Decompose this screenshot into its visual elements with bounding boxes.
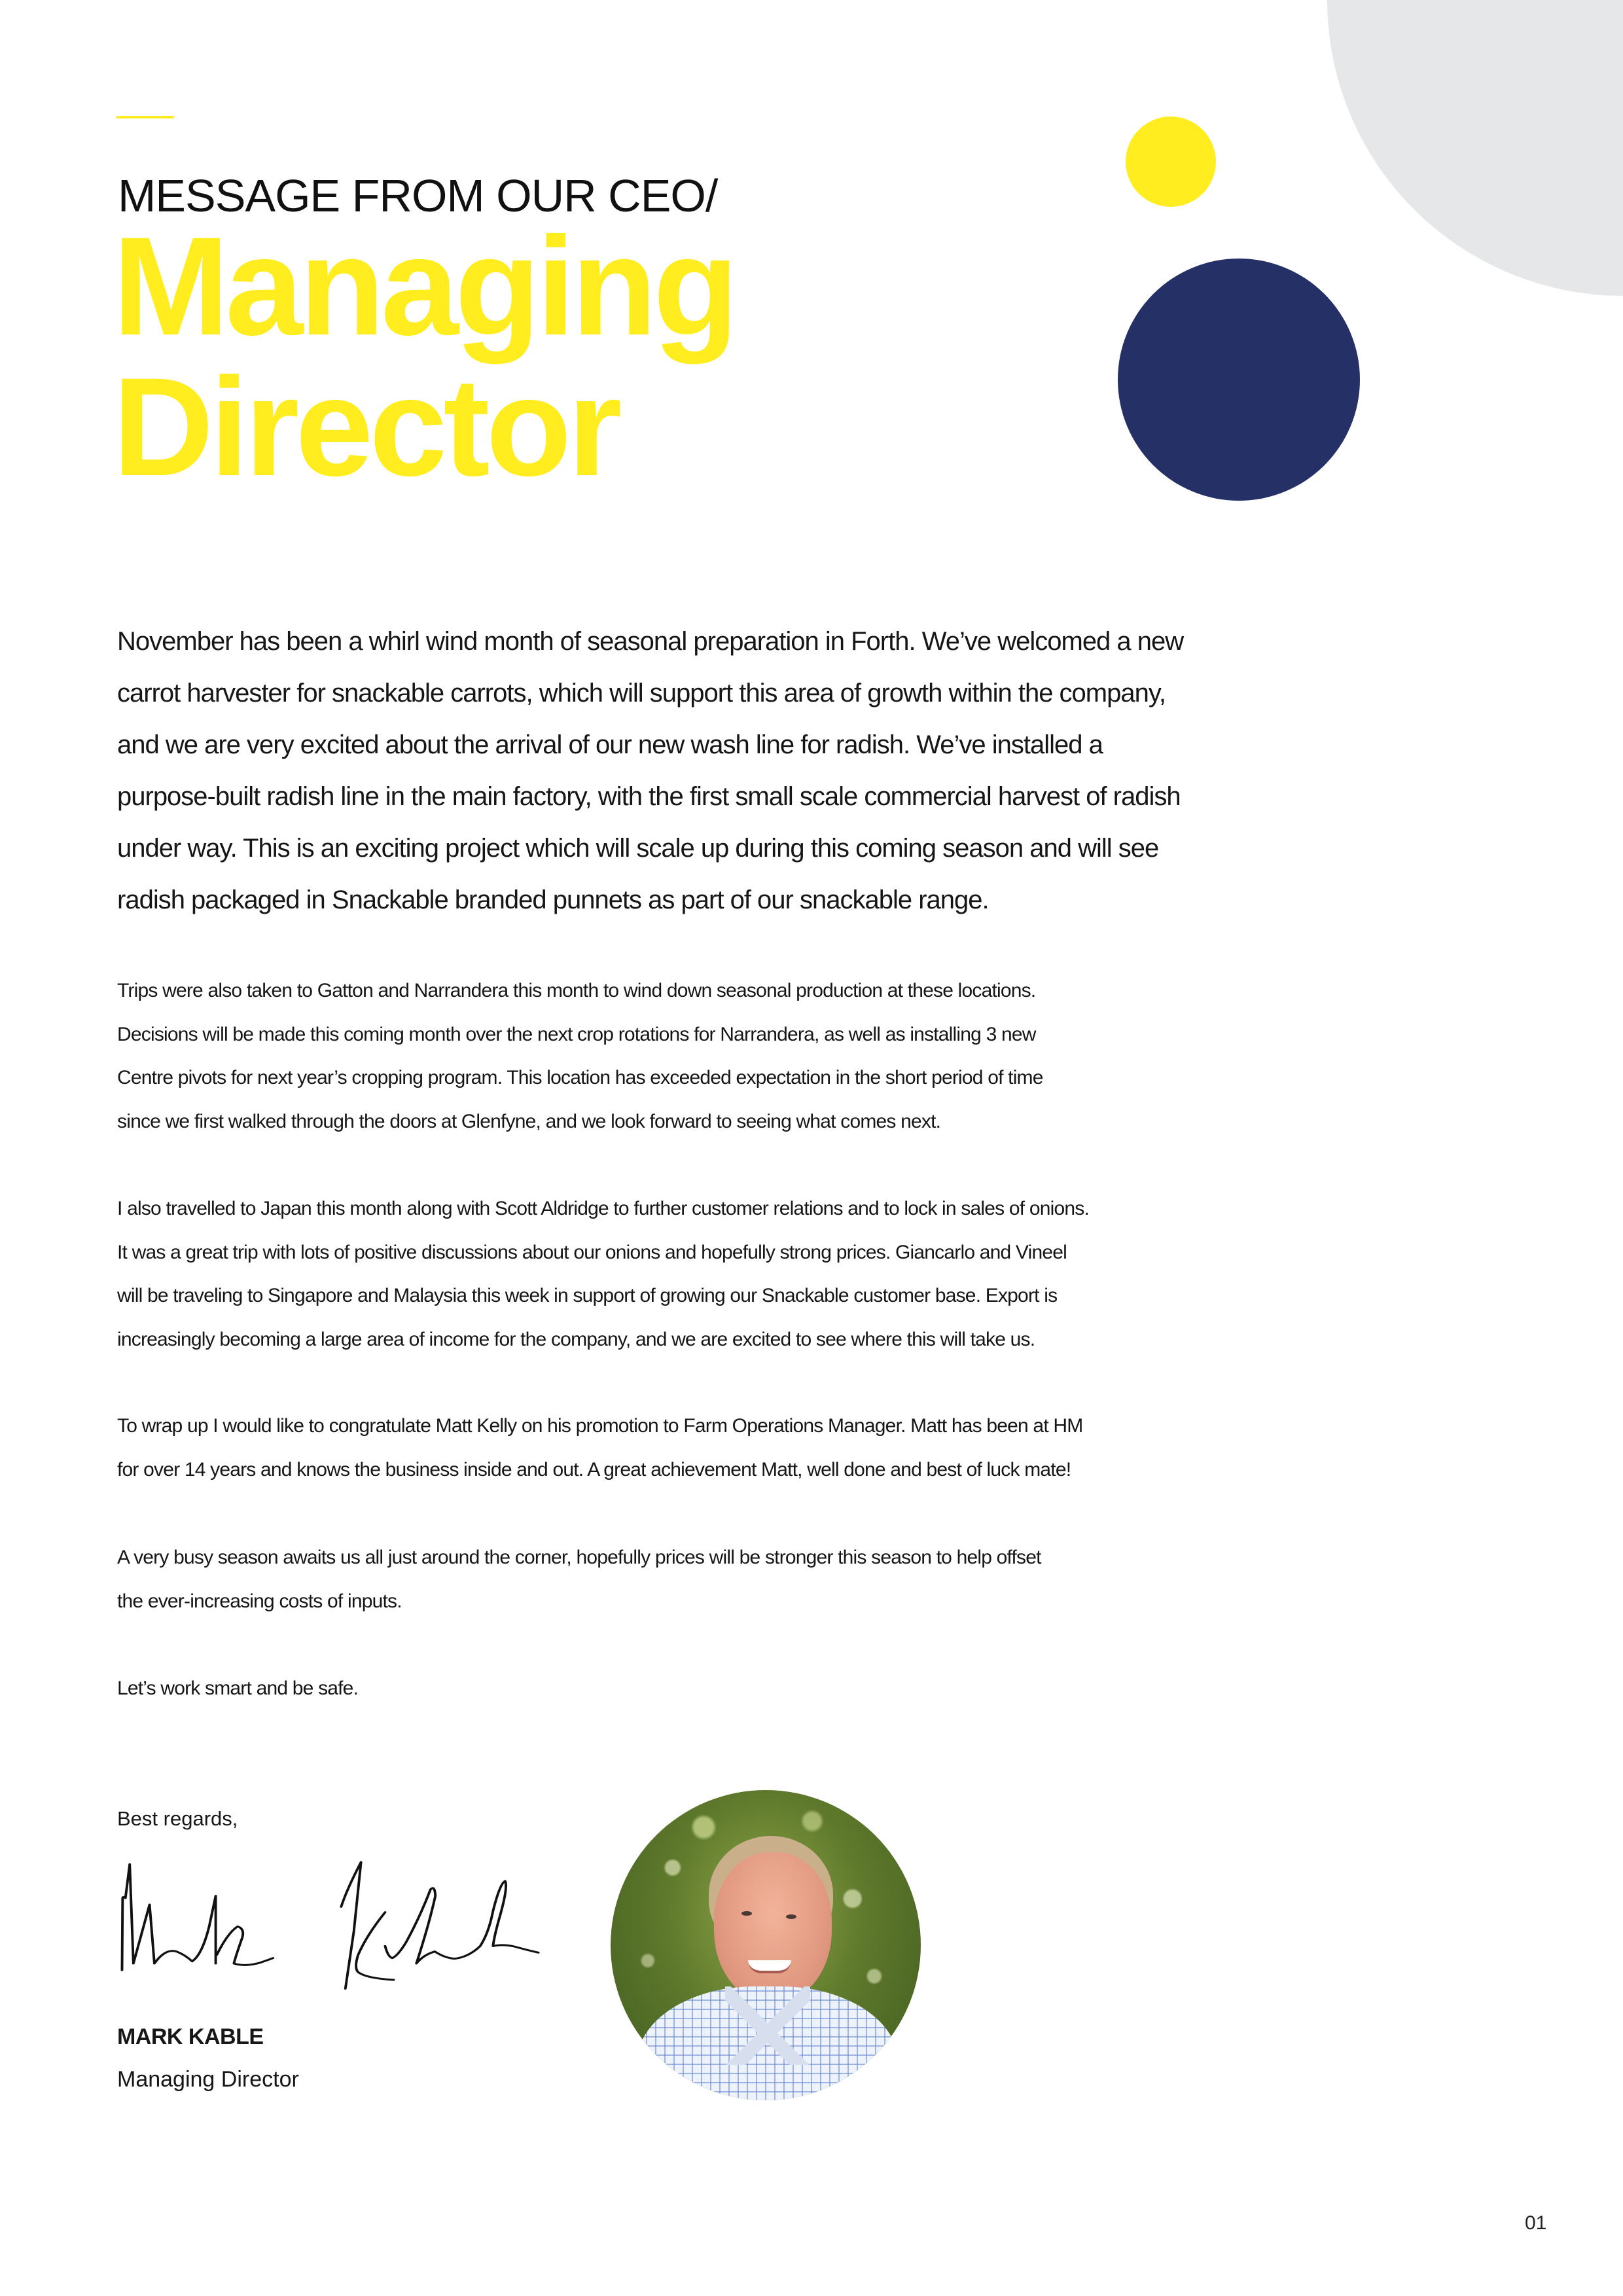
decorative-yellow-circle: [1126, 117, 1216, 207]
page-title-line-1: Managing: [113, 208, 735, 365]
signature-stroke-k-loop: [217, 1926, 273, 1965]
signature-stroke-k-stem: [341, 1862, 361, 1988]
decorative-navy-circle: [1118, 259, 1360, 501]
body-line: Decisions will be made this coming month over the next crop rotations for Narrandera, as well as installing 3 new: [117, 1024, 1036, 1045]
body-line: will be traveling to Singapore and Malaysia this week in support of growing our Snackable customer base. Export is: [117, 1285, 1058, 1306]
section-eyebrow: MESSAGE FROM OUR CEO/: [118, 170, 718, 221]
body-line: To wrap up I would like to congratulate Matt Kelly on his promotion to Farm Operations Manager. Matt has been at HM: [117, 1415, 1083, 1437]
handwritten-signature: [111, 1833, 556, 2003]
lead-line: carrot harvester for snackable carrots, which will support this area of growth within the company,: [117, 679, 1166, 708]
body-line: for over 14 years and knows the business inside and out. A great achievement Matt, well done and best of luck mate!: [117, 1459, 1071, 1480]
closing-salutation: Best regards,: [117, 1807, 238, 1830]
portrait-smile: [748, 1960, 791, 1973]
signature-stroke-m: [122, 1864, 215, 1970]
body-line: Centre pivots for next year’s cropping program. This location has exceeded expectation in the short period of time: [117, 1067, 1043, 1088]
body-line: increasingly becoming a large area of income for the company, and we are excited to see where this will take us.: [117, 1329, 1035, 1350]
body-line: It was a great trip with lots of positive discussions about our onions and hopefully strong prices. Giancarlo and Vineel: [117, 1242, 1067, 1263]
page-number: 01: [1525, 2212, 1547, 2234]
lead-line: November has been a whirl wind month of seasonal preparation in Forth. We’ve welcomed a new: [117, 627, 1184, 656]
portrait-photo: [611, 1790, 921, 2100]
signature-stroke-able: [385, 1881, 538, 1964]
body-line: A very busy season awaits us all just around the corner, hopefully prices will be stronger this season to help offset: [117, 1547, 1041, 1568]
body-line: since we first walked through the doors at Glenfyne, and we look forward to seeing what comes next.: [117, 1111, 941, 1132]
signature-stroke-k-arm: [356, 1912, 393, 1980]
accent-rule: [116, 116, 174, 118]
portrait-eye: [786, 1914, 796, 1919]
page-title-line-2: Director: [113, 349, 618, 505]
signatory-name: MARK KABLE: [117, 2024, 264, 2049]
body-line: Let’s work smart and be safe.: [117, 1677, 359, 1699]
decorative-gray-circle: [1327, 0, 1623, 296]
lead-line: radish packaged in Snackable branded punnets as part of our snackable range.: [117, 886, 989, 914]
lead-line: purpose-built radish line in the main factory, with the first small scale commercial harvest of radish: [117, 782, 1181, 811]
portrait-eye: [741, 1911, 752, 1916]
portrait-face: [714, 1852, 832, 2003]
signatory-role: Managing Director: [117, 2067, 299, 2092]
body-line: Trips were also taken to Gatton and Narrandera this month to wind down seasonal production at these locations.: [117, 980, 1036, 1001]
portrait-collar: [725, 1986, 810, 2065]
body-line: the ever-increasing costs of inputs.: [117, 1590, 402, 1612]
lead-line: and we are very excited about the arrival of our new wash line for radish. We’ve installed a: [117, 730, 1103, 759]
body-line: I also travelled to Japan this month along with Scott Aldridge to further customer relations and to lock in sales of onions.: [117, 1198, 1090, 1219]
lead-line: under way. This is an exciting project which will scale up during this coming season and will see: [117, 834, 1159, 863]
